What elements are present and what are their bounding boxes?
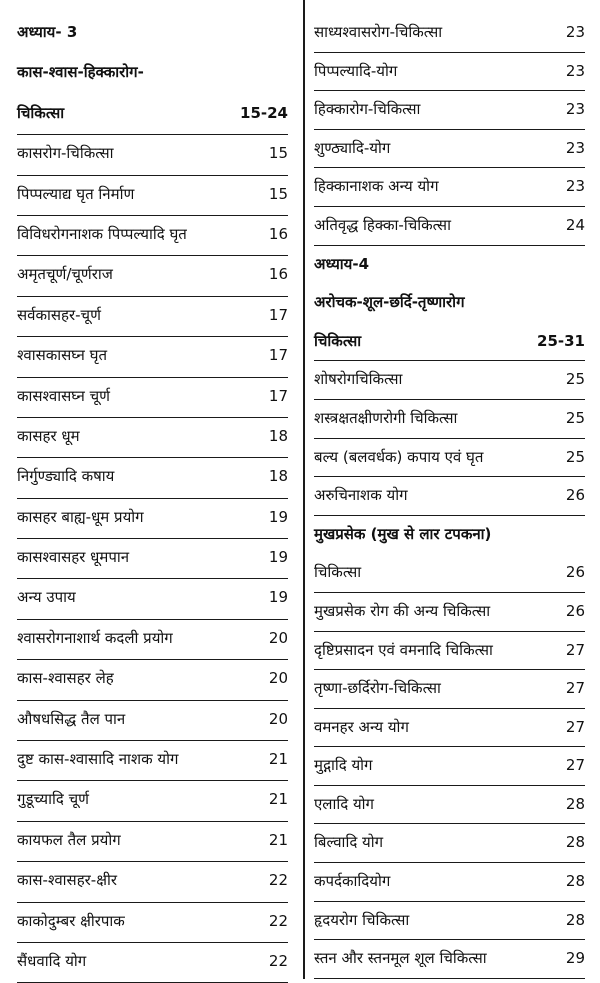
- toc-entry: [17, 822, 288, 862]
- toc-entry-title: अन्य उपाय: [17, 588, 76, 607]
- toc-page-number: 23: [565, 61, 585, 80]
- toc-page-number: 23: [565, 23, 585, 41]
- toc-entry: [17, 579, 288, 619]
- toc-entry-title: अरोचक-शूल-छर्दि-तृष्णारोग: [314, 293, 465, 312]
- toc-entry: [314, 554, 585, 593]
- toc-page-number: 15-24: [240, 103, 288, 122]
- toc-page-number: 22: [268, 951, 288, 970]
- toc-heading: [314, 516, 585, 555]
- toc-right-column: [314, 14, 585, 979]
- toc-page-number: 29: [565, 949, 585, 968]
- toc-entry-title: कास-श्वास-हिक्कारोग-: [17, 63, 144, 82]
- toc-entry: [17, 418, 288, 458]
- toc-entry-title: एलादि योग: [314, 794, 374, 813]
- toc-entry-title: स्तन और स्तनमूल शूल चिकित्सा: [314, 949, 487, 968]
- toc-entry-title: सर्वकासहर-चूर्ण: [17, 305, 101, 324]
- toc-entry-title: अमृतचूर्ण/चूर्णराज: [17, 265, 113, 284]
- toc-entry: [314, 670, 585, 709]
- toc-entry: [17, 216, 288, 256]
- toc-entry-title: श्वासरोगनाशार्थ कदली प्रयोग: [17, 628, 173, 647]
- toc-entry-title: विविधरोगनाशक पिप्पल्यादि घृत: [17, 224, 187, 243]
- toc-page-number: 19: [268, 588, 288, 607]
- toc-entry: [17, 701, 288, 741]
- toc-page-number: 20: [268, 669, 288, 688]
- toc-page-number: 16: [268, 265, 288, 284]
- toc-page-number: 20: [268, 628, 288, 647]
- toc-page-number: 17: [268, 346, 288, 365]
- toc-entry: [314, 709, 585, 748]
- toc-page-number: 27: [565, 679, 585, 698]
- toc-entry-title: शस्त्रक्षतक्षीणरोगी चिकित्सा: [314, 408, 458, 427]
- toc-entry: [314, 439, 585, 478]
- toc-entry: [17, 539, 288, 579]
- toc-entry: [17, 620, 288, 660]
- toc-page-number: 23: [565, 177, 585, 196]
- toc-entry-title: तृष्णा-छर्दिरोग-चिकित्सा: [314, 679, 441, 698]
- toc-entry: [314, 130, 585, 169]
- toc-entry-title: पिप्पल्यादि-योग: [314, 61, 398, 80]
- toc-entry-title: अतिवृद्ध हिक्का-चिकित्सा: [314, 215, 451, 234]
- toc-entry-title: कासहर बाह्य-धूम प्रयोग: [17, 507, 144, 526]
- toc-entry-title: बिल्वादि योग: [314, 833, 384, 852]
- toc-page-number: 21: [268, 790, 288, 809]
- toc-page-number: 28: [565, 910, 585, 929]
- toc-entry-title: मुद्गादि योग: [314, 756, 373, 775]
- toc-entry-title: वमनहर अन्य योग: [314, 717, 409, 736]
- toc-page-number: 23: [565, 138, 585, 157]
- toc-entry-title: कपर्दकादियोग: [314, 872, 391, 891]
- toc-heading: [17, 54, 288, 94]
- toc-entry-title: हिक्कारोग-चिकित्सा: [314, 100, 421, 119]
- toc-left-column: [17, 14, 288, 983]
- toc-entry: [17, 135, 288, 175]
- toc-page-number: 21: [268, 830, 288, 849]
- toc-page-number: 28: [565, 833, 585, 852]
- toc-entry: [17, 378, 288, 418]
- toc-page-number: 17: [268, 386, 288, 405]
- toc-page-number: 23: [565, 100, 585, 119]
- toc-entry-title: साध्यश्वासरोग-चिकित्सा: [314, 23, 443, 41]
- toc-page-number: 25: [565, 370, 585, 389]
- toc-entry-title: शोषरोगचिकित्सा: [314, 370, 403, 389]
- toc-entry-title: औषधसिद्ध तैल पान: [17, 709, 126, 728]
- toc-entry: [17, 458, 288, 498]
- toc-page-number: 21: [268, 750, 288, 769]
- toc-entry: [17, 176, 288, 216]
- toc-heading: [17, 95, 288, 135]
- toc-entry-title: गुडूच्यादि चूर्ण: [17, 790, 89, 809]
- toc-page-number: 19: [268, 507, 288, 526]
- toc-entry: [17, 943, 288, 983]
- toc-entry-title: कासरोग-चिकित्सा: [17, 144, 114, 163]
- toc-entry-title: चिकित्सा: [17, 103, 65, 122]
- toc-entry: [314, 91, 585, 130]
- toc-page-number: 22: [268, 871, 288, 890]
- toc-entry-title: दुष्ट कास-श्वासादि नाशक योग: [17, 750, 179, 769]
- toc-page-number: 18: [268, 426, 288, 445]
- toc-entry: [17, 660, 288, 700]
- toc-entry-title: दृष्टिप्रसादन एवं वमनादि चिकित्सा: [314, 640, 493, 659]
- toc-entry: [314, 168, 585, 207]
- toc-page-number: 19: [268, 548, 288, 567]
- toc-entry: [17, 256, 288, 296]
- toc-heading: [314, 323, 585, 362]
- toc-entry-title: हिक्कानाशक अन्य योग: [314, 177, 439, 196]
- toc-entry: [314, 632, 585, 671]
- toc-page-number: 24: [565, 215, 585, 234]
- toc-entry: [314, 940, 585, 979]
- toc-entry-title: सैंधवादि योग: [17, 951, 87, 970]
- toc-entry-title: हृदयरोग चिकित्सा: [314, 910, 410, 929]
- toc-entry-title: मुखप्रसेक रोग की अन्य चिकित्सा: [314, 601, 491, 620]
- toc-entry: [314, 207, 585, 246]
- toc-entry-title: चिकित्सा: [314, 331, 362, 350]
- toc-entry-title: कासश्वासहर धूमपान: [17, 548, 130, 567]
- toc-page-number: 22: [268, 911, 288, 930]
- toc-page-number: 15: [268, 184, 288, 203]
- toc-heading: [314, 246, 585, 285]
- toc-entry: [17, 499, 288, 539]
- toc-page-number: 16: [268, 224, 288, 243]
- toc-entry-title: अरुचिनाशक योग: [314, 486, 408, 505]
- column-divider: [303, 0, 305, 979]
- toc-entry: [314, 361, 585, 400]
- toc-entry: [314, 824, 585, 863]
- toc-entry-title: बल्य (बलवर्धक) कपाय एवं घृत: [314, 447, 484, 466]
- toc-entry: [17, 337, 288, 377]
- toc-page-number: 18: [268, 467, 288, 486]
- toc-entry-title: अध्याय- 3: [17, 23, 78, 41]
- toc-entry-title: निर्गुण्ड्यादि कषाय: [17, 467, 115, 486]
- toc-entry: [314, 747, 585, 786]
- toc-page-number: 26: [565, 563, 585, 582]
- toc-entry: [17, 297, 288, 337]
- toc-entry: [314, 902, 585, 941]
- toc-entry-title: मुखप्रसेक (मुख से लार टपकना): [314, 524, 492, 543]
- toc-entry: [314, 400, 585, 439]
- toc-entry: [314, 593, 585, 632]
- toc-entry-title: अध्याय-4: [314, 254, 370, 273]
- toc-entry-title: श्वासकासघ्न घृत: [17, 346, 108, 365]
- toc-page-number: 17: [268, 305, 288, 324]
- toc-entry: [314, 53, 585, 92]
- toc-entry-title: कायफल तैल प्रयोग: [17, 830, 121, 849]
- toc-page-number: 27: [565, 717, 585, 736]
- toc-entry: [17, 903, 288, 943]
- toc-heading: [17, 14, 288, 54]
- toc-entry-title: पिप्पल्याद्य घृत निर्माण: [17, 184, 135, 203]
- toc-entry: [314, 863, 585, 902]
- toc-entry: [17, 741, 288, 781]
- toc-page-number: 28: [565, 872, 585, 891]
- toc-entry: [314, 477, 585, 516]
- toc-entry-title: काकोदुम्बर क्षीरपाक: [17, 911, 125, 930]
- toc-entry-title: कास-श्वासहर लेह: [17, 669, 114, 688]
- toc-page-number: 25-31: [537, 331, 585, 350]
- toc-entry: [314, 786, 585, 825]
- toc-entry-title: कासहर धूम: [17, 426, 80, 445]
- toc-entry-title: कास-श्वासहर-क्षीर: [17, 871, 117, 890]
- toc-entry-title: शुण्ठ्यादि-योग: [314, 138, 391, 157]
- toc-page-number: 28: [565, 794, 585, 813]
- toc-page-number: 27: [565, 756, 585, 775]
- toc-page-number: 25: [565, 447, 585, 466]
- toc-entry: [17, 781, 288, 821]
- toc-page-number: 20: [268, 709, 288, 728]
- toc-page-number: 15: [268, 144, 288, 163]
- toc-page-number: 26: [565, 486, 585, 505]
- toc-entry: [17, 862, 288, 902]
- toc-entry: [314, 14, 585, 53]
- toc-page-number: 27: [565, 640, 585, 659]
- toc-entry-title: कासश्वासघ्न चूर्ण: [17, 386, 111, 405]
- toc-heading: [314, 284, 585, 323]
- toc-page-number: 26: [565, 601, 585, 620]
- toc-page-number: 25: [565, 408, 585, 427]
- toc-entry-title: चिकित्सा: [314, 563, 362, 582]
